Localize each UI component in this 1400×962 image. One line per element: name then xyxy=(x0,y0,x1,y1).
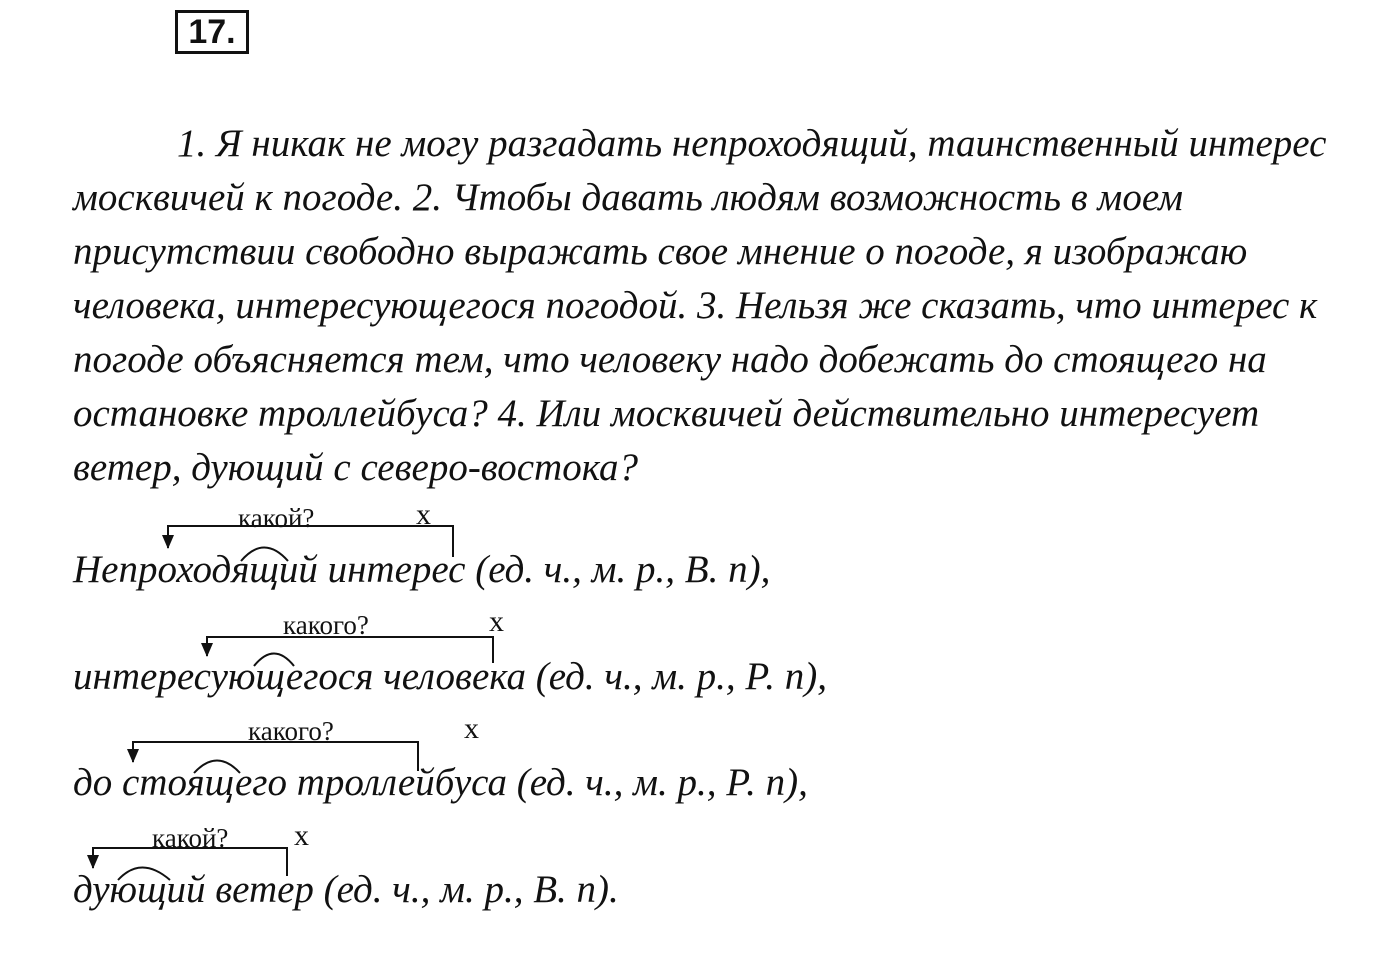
analysis-line-2: интересующегося человека (ед. ч., м. р., Р. п), xyxy=(73,655,827,698)
question-label-1: какой? xyxy=(238,503,315,533)
analysis-line-3: до стоящего троллейбуса (ед. ч., м. р., Р. п), xyxy=(73,761,808,804)
exercise-number: 17. xyxy=(175,10,249,54)
question-label-4: какой? xyxy=(152,823,229,853)
main-word-mark-2: x xyxy=(489,605,504,638)
question-label-3: какого? xyxy=(248,716,334,746)
question-label-2: какого? xyxy=(283,610,369,640)
main-word-mark-4: x xyxy=(294,819,309,852)
analysis-line-4: дующий ветер (ед. ч., м. р., В. п). xyxy=(73,868,619,911)
exercise-paragraph xyxy=(73,117,1373,495)
main-word-mark-3: x xyxy=(464,712,479,745)
paragraph-text: 1. Я никак не могу разгадать непроходящий, таинственный интерес москвичей к погоде. 2. Чтобы давать людям возможность в моем присутствии свободно выражать свое мнение о погоде, я изображаю человека, интересующегося погодой. 3. Нельзя же сказать, что интерес к погоде объясняется тем, что человеку надо добежать до стоящего на остановке троллейбуса? 4. Или москвичей действительно интересует ветер, дующий с северо-востока? xyxy=(73,122,1327,489)
analysis-line-1: Непроходящий интерес (ед. ч., м. р., В. п), xyxy=(73,548,771,591)
main-word-mark-1: x xyxy=(416,498,431,531)
